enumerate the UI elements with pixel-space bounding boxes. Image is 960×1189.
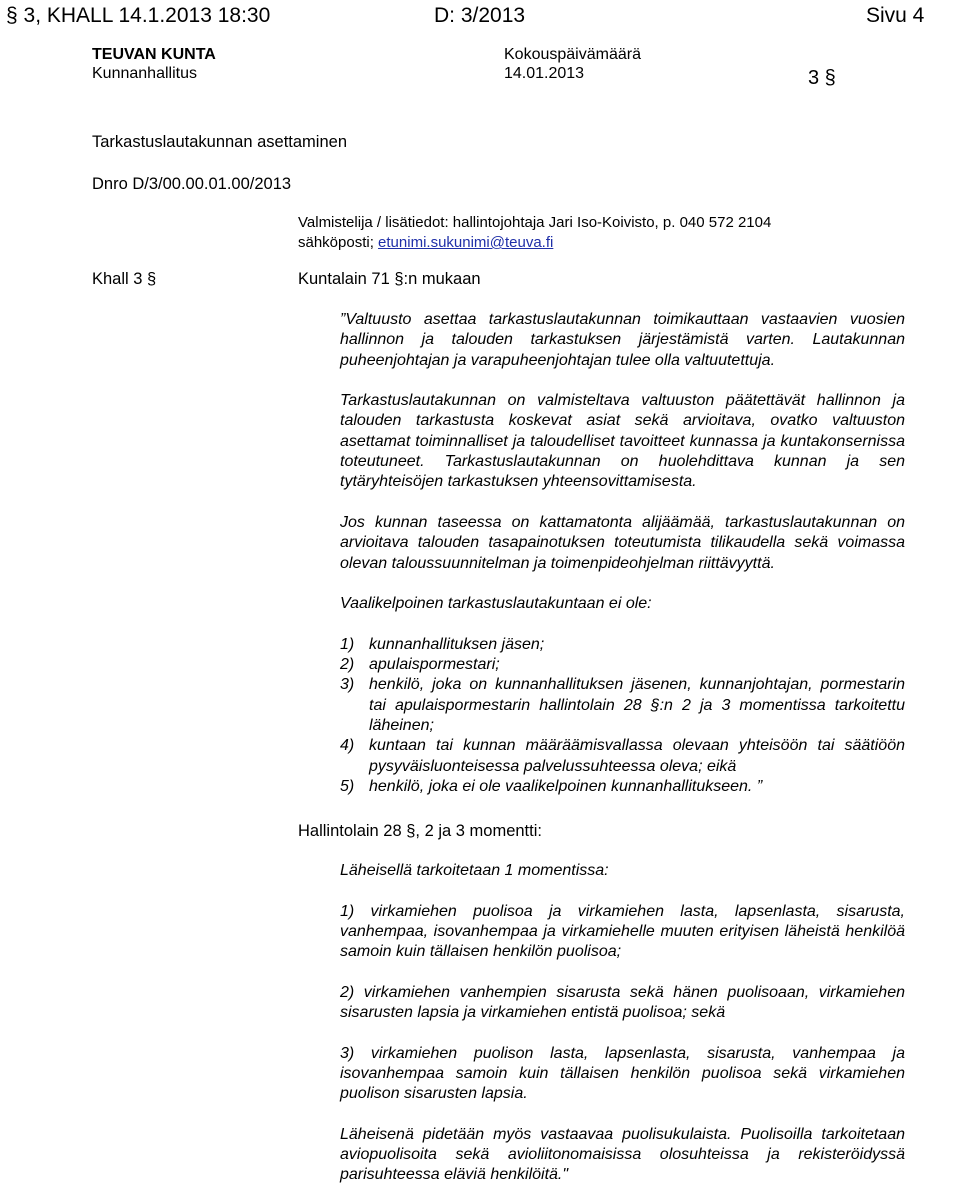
header-right: Sivu 4 — [866, 4, 925, 27]
org-body: Kunnanhallitus — [92, 65, 197, 82]
email-link[interactable]: etunimi.sukunimi@teuva.fi — [378, 234, 554, 251]
khall-label: Khall 3 § — [92, 270, 157, 288]
list-item: 4) kuntaan tai kunnan määräämisvallassa olevaan yhteisöön tai säätiöön pysyväisluonteisessa palvelussuhteessa oleva; eikä — [340, 737, 905, 775]
quote-paragraph-2: Tarkastuslautakunnan on valmisteltava valtuuston päätettävät hallinnon ja talouden tarkastusta koskevat asiat sekä arvioitava, ovatko valtuuston asettamat toiminnalliset ja taloudelliset tavoitteet kunnassa ja kuntakonsernissa toteutuneet. Tarkastuslautakunnan on huolehdittava kunnan ja sen tytäryhteisöjen tarkastuksen yhteensovittamisesta. — [340, 392, 905, 491]
quote-paragraph-3: Jos kunnan taseessa on kattamatonta alijäämää, tarkastuslautakunnan on arvioitava talouden tasapainotuksen toteutumista tilikaudella sekä voimassa olevan taloussuunnitelman ja toimenpideohjelman riittävyyttä. — [340, 513, 905, 572]
quote-paragraph-1: ”Valtuusto asettaa tarkastuslautakunnan toimikauttaan vastaavien vuosien hallinnon ja talouden tarkastuksen järjestämistä varten. Lautakunnan puheenjohtajan ja varapuheenjohtajan tulee olla valtuutettuja. — [340, 311, 905, 369]
list-item: 2) apulaispormestari; — [340, 656, 500, 674]
list-item: 5) henkilö, joka ei ole vaalikelpoinen kunnanhallitukseen. ” — [340, 777, 763, 795]
preparer-line: Valmistelija / lisätiedot: hallintojohtaja Jari Iso-Koivisto, p. 040 572 2104 — [298, 214, 772, 231]
hl-item-3: 3) virkamiehen puolison lasta, lapsenlasta, sisarusta, vanhempaa ja isovanhempaa samoin kuin tällaisen henkilön puolisoa sekä virkamiehen puolison sisarusten lapsia. — [340, 1044, 905, 1103]
meeting-date: 14.01.2013 — [504, 65, 585, 82]
kuntalaki-heading: Kuntalain 71 §:n mukaan — [298, 270, 481, 288]
quote-paragraph-4: Vaalikelpoinen tarkastuslautakuntaan ei ole: — [340, 595, 652, 613]
hl-intro: Läheisellä tarkoitetaan 1 momentissa: — [340, 862, 609, 879]
email-prefix: sähköposti; — [298, 234, 379, 251]
hl-item-2: 2) virkamiehen vanhempien sisarusta sekä hänen puolisoaan, virkamiehen sisarusten lapsia ja virkamiehen entistä puolisoa; sekä — [340, 983, 905, 1022]
org-name: TEUVAN KUNTA — [92, 46, 216, 63]
preparer-email-line — [298, 234, 553, 251]
hl-item-1: 1) virkamiehen puolisoa ja virkamiehen lasta, lapsenlasta, sisarusta, vanhempaa, isovanhempaa ja virkamiehelle muuten erityisen läheistä henkilöä samoin kuin tällaisen henkilön puolisoa; — [340, 902, 905, 961]
document-title: Tarkastuslautakunnan asettaminen — [92, 133, 347, 151]
kuntalaki-quote — [340, 310, 905, 797]
hallintolaki-quote — [340, 861, 905, 1186]
header-left: § 3, KHALL 14.1.2013 18:30 — [6, 4, 271, 27]
hallintolaki-heading: Hallintolain 28 §, 2 ja 3 momentti: — [298, 822, 542, 840]
dnro: Dnro D/3/00.00.01.00/2013 — [92, 175, 292, 193]
header-middle: D: 3/2013 — [434, 4, 526, 27]
section-number: 3 § — [808, 67, 836, 89]
eligibility-list — [340, 635, 905, 797]
hl-last: Läheisenä pidetään myös vastaavaa puolisukulaista. Puolisoilla tarkoitetaan aviopuolisoita sekä avioliitonomaisissa olosuhteissa ja rekisteröidyssä parisuhteessa eläviä henkilöitä." — [340, 1125, 905, 1184]
date-label: Kokouspäivämäärä — [504, 46, 641, 63]
list-item: 3) henkilö, joka on kunnanhallituksen jäsenen, kunnanjohtajan, pormestarin tai apulaispormestarin hallintolain 28 §:n 2 ja 3 momentissa tarkoitettu läheinen; — [340, 676, 905, 734]
list-item: 1) kunnanhallituksen jäsen; — [340, 635, 545, 653]
